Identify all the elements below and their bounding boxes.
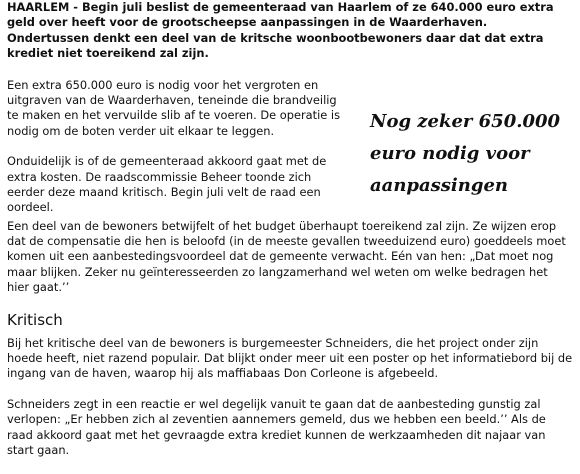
paragraph-council: Onduidelijk is of de gemeenteraad akkoord gaat met de extra kosten. De raadscommissie Beheer toonde zich eerder deze maand kritisch. Begin juli velt de raad een oordeel. bbox=[7, 154, 327, 215]
lead-text: - Begin juli beslist de gemeenteraad van Haarlem of ze 640.000 euro extra geld over heeft voor de grootscheepse aanpassingen in de Waarderhaven. Ondertussen denkt een deel van de kritsche woonbootbewoners daar dat dat extra krediet niet toereikend zal zijn. bbox=[7, 0, 554, 61]
paragraph-reactie: Schneiders zegt in een reactie er wel degelijk vanuit te gaan dat de aanbesteding gunstig zal verlopen: „Er hebben zich al zeventien aannemers gemeld, dus we hebben een beeld.’’ Als de raad akkoord gaat met het gevraagde extra krediet kunnen de werkzaamheden dit najaar van start gaan. bbox=[7, 396, 546, 458]
paragraph-budget: Een deel van de bewoners betwijfelt of het budget überhaupt toereikend zal zijn. Ze wijzen erop dat de compensatie die hen is beloofd (in de meeste gevallen tweeduizend euro) goeddeels moet komen uit een aanbestedingsvoordeel dat de gemeente verwacht. Eén van hen: „Dat moet nog maar blijken. Zeker nu geïnteresseerden zo langzamerhand wel weten om welke bedragen het hier gaat.’’ bbox=[7, 218, 566, 295]
section-heading: Kritisch bbox=[7, 310, 63, 329]
dateline: HAARLEM bbox=[7, 0, 70, 14]
paragraph-kritisch: Bij het kritische deel van de bewoners is burgemeester Schneiders, die het project onder zijn hoede heeft, niet razend populair. Dat blijkt onder meer uit een poster op het informatiebord bij de ingang van de haven, waarop hij als maffiabaas Don Corleone is afgebeeld. bbox=[7, 335, 573, 381]
article bbox=[7, 0, 573, 474]
paragraph-extra-cost: Een extra 650.000 euro is nodig voor het vergroten en uitgraven van de Waarderhaven, teneinde die brandveilig te maken en het vervuilde slib af te voeren. De operatie is nodig om de boten verder uit elkaar te leggen. bbox=[7, 77, 341, 138]
two-column-block bbox=[7, 78, 573, 219]
lead-paragraph bbox=[7, 0, 573, 62]
pull-quote: Nog zeker 650.000 euro nodig voor aanpassingen bbox=[370, 110, 561, 196]
left-column bbox=[7, 78, 345, 231]
